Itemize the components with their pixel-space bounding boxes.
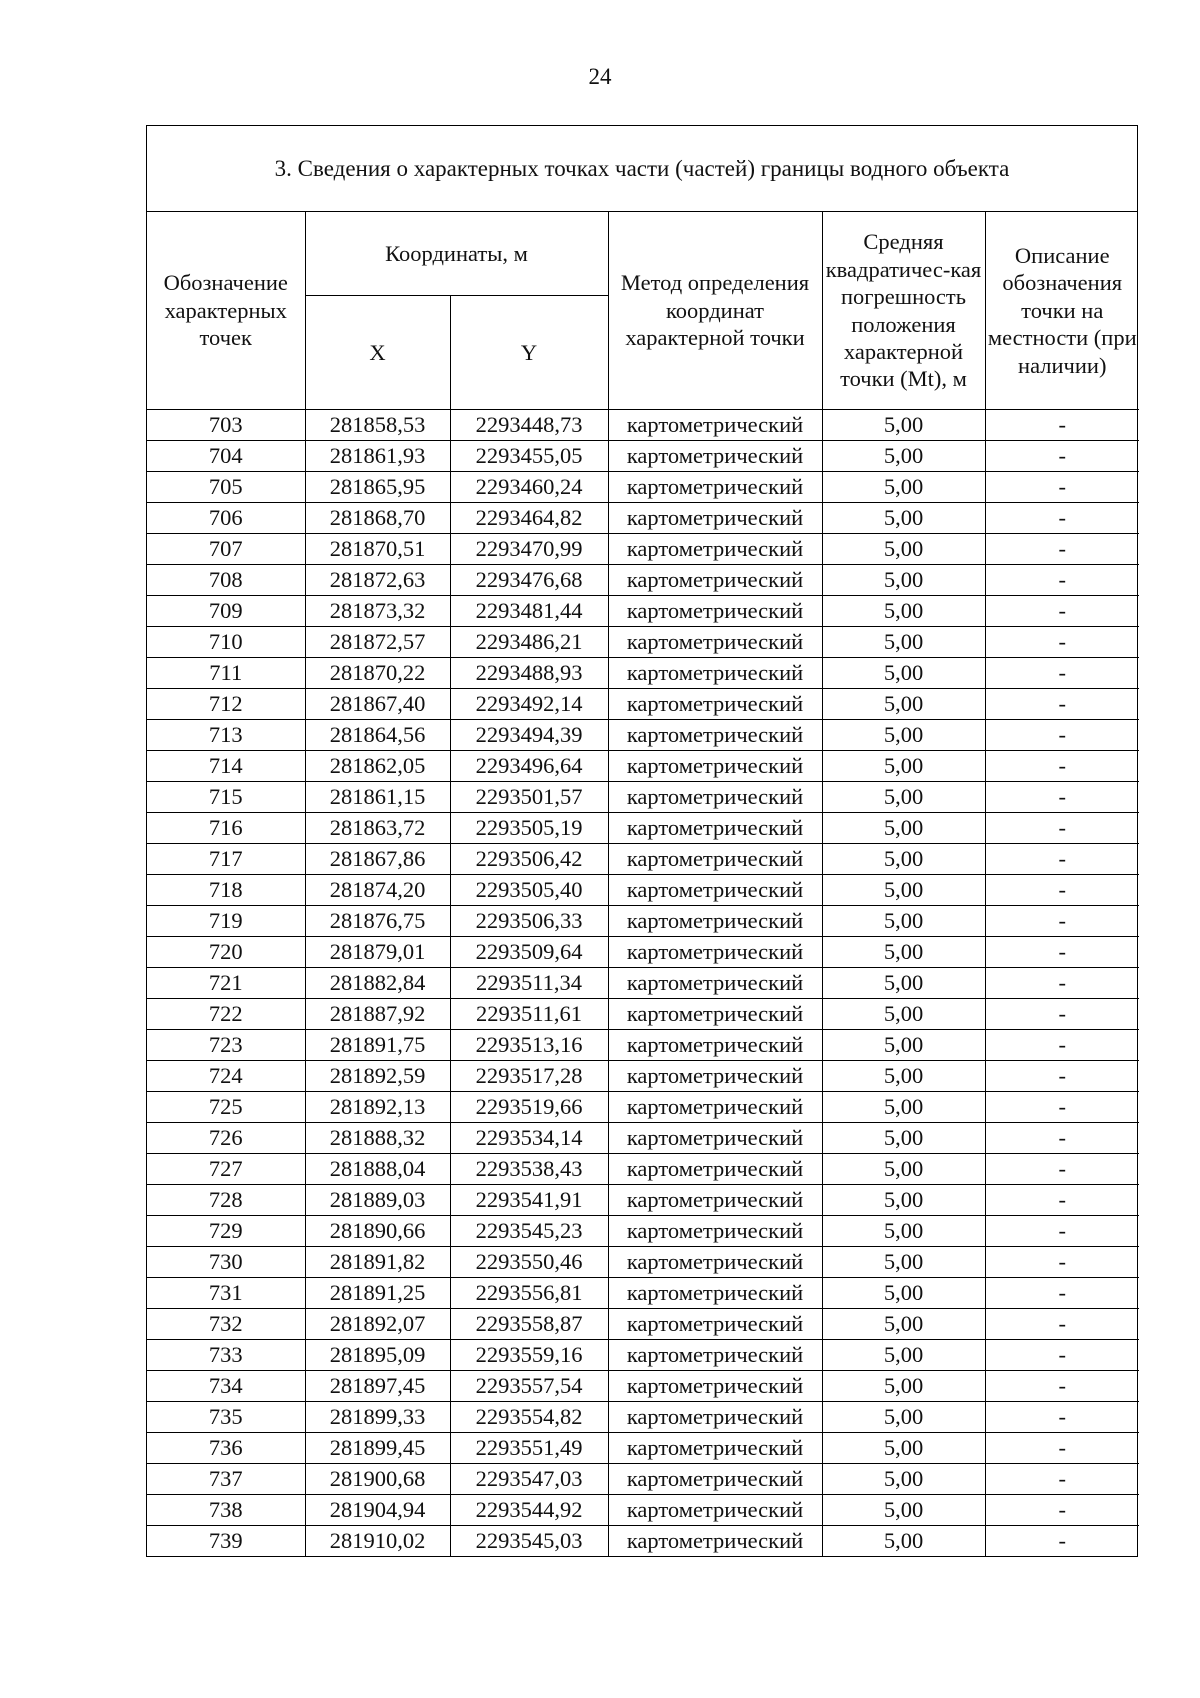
- method-cell: картометрический: [608, 472, 822, 503]
- table-row: [147, 1030, 1139, 1061]
- table-row: [147, 751, 1139, 782]
- error-cell: 5,00: [822, 1185, 985, 1216]
- error-cell: 5,00: [822, 1123, 985, 1154]
- description-cell: -: [985, 968, 1139, 999]
- description-cell: -: [985, 1123, 1139, 1154]
- x-coordinate-cell: 281891,25: [305, 1278, 450, 1309]
- table-row: [147, 1309, 1139, 1340]
- method-cell: картометрический: [608, 1092, 822, 1123]
- point-number-cell: 716: [147, 813, 305, 844]
- y-coordinate-cell: 2293558,87: [450, 1309, 608, 1340]
- method-cell: картометрический: [608, 1371, 822, 1402]
- x-coordinate-cell: 281858,53: [305, 410, 450, 441]
- point-number-cell: 734: [147, 1371, 305, 1402]
- table-row: [147, 534, 1139, 565]
- description-cell: -: [985, 1061, 1139, 1092]
- y-coordinate-cell: 2293534,14: [450, 1123, 608, 1154]
- y-coordinate-cell: 2293557,54: [450, 1371, 608, 1402]
- table-row: [147, 968, 1139, 999]
- description-cell: -: [985, 1371, 1139, 1402]
- point-number-cell: 722: [147, 999, 305, 1030]
- table-body: [147, 410, 1139, 1557]
- x-coordinate-cell: 281889,03: [305, 1185, 450, 1216]
- table-row: [147, 410, 1139, 441]
- point-number-cell: 728: [147, 1185, 305, 1216]
- description-cell: -: [985, 782, 1139, 813]
- x-coordinate-cell: 281891,75: [305, 1030, 450, 1061]
- y-coordinate-cell: 2293492,14: [450, 689, 608, 720]
- table-row: [147, 1464, 1139, 1495]
- x-coordinate-cell: 281891,82: [305, 1247, 450, 1278]
- x-coordinate-cell: 281892,59: [305, 1061, 450, 1092]
- x-coordinate-cell: 281862,05: [305, 751, 450, 782]
- point-number-cell: 717: [147, 844, 305, 875]
- table-row: [147, 1526, 1139, 1557]
- method-cell: картометрический: [608, 410, 822, 441]
- y-coordinate-cell: 2293551,49: [450, 1433, 608, 1464]
- description-cell: -: [985, 534, 1139, 565]
- method-cell: картометрический: [608, 999, 822, 1030]
- description-cell: -: [985, 410, 1139, 441]
- point-number-cell: 711: [147, 658, 305, 689]
- x-coordinate-cell: 281892,07: [305, 1309, 450, 1340]
- point-number-cell: 706: [147, 503, 305, 534]
- description-cell: -: [985, 875, 1139, 906]
- y-coordinate-cell: 2293506,33: [450, 906, 608, 937]
- table-row: [147, 906, 1139, 937]
- y-coordinate-cell: 2293559,16: [450, 1340, 608, 1371]
- table-row: [147, 1278, 1139, 1309]
- y-coordinate-cell: 2293476,68: [450, 565, 608, 596]
- x-coordinate-cell: 281867,86: [305, 844, 450, 875]
- error-cell: 5,00: [822, 1278, 985, 1309]
- error-cell: 5,00: [822, 658, 985, 689]
- table-row: [147, 689, 1139, 720]
- method-cell: картометрический: [608, 1123, 822, 1154]
- table-row: [147, 720, 1139, 751]
- method-cell: картометрический: [608, 782, 822, 813]
- boundary-points-table: [147, 212, 1139, 1556]
- y-coordinate-cell: 2293501,57: [450, 782, 608, 813]
- header-coordinates: Координаты, м: [305, 212, 608, 296]
- y-coordinate-cell: 2293541,91: [450, 1185, 608, 1216]
- method-cell: картометрический: [608, 1247, 822, 1278]
- y-coordinate-cell: 2293506,42: [450, 844, 608, 875]
- y-coordinate-cell: 2293488,93: [450, 658, 608, 689]
- method-cell: картометрический: [608, 503, 822, 534]
- x-coordinate-cell: 281864,56: [305, 720, 450, 751]
- x-coordinate-cell: 281900,68: [305, 1464, 450, 1495]
- error-cell: 5,00: [822, 1216, 985, 1247]
- y-coordinate-cell: 2293464,82: [450, 503, 608, 534]
- error-cell: 5,00: [822, 1526, 985, 1557]
- error-cell: 5,00: [822, 937, 985, 968]
- error-cell: 5,00: [822, 1030, 985, 1061]
- method-cell: картометрический: [608, 689, 822, 720]
- y-coordinate-cell: 2293545,03: [450, 1526, 608, 1557]
- point-number-cell: 729: [147, 1216, 305, 1247]
- method-cell: картометрический: [608, 1185, 822, 1216]
- boundary-points-section: [146, 125, 1138, 1557]
- table-row: [147, 658, 1139, 689]
- header-y: Y: [450, 296, 608, 410]
- point-number-cell: 705: [147, 472, 305, 503]
- method-cell: картометрический: [608, 1402, 822, 1433]
- x-coordinate-cell: 281892,13: [305, 1092, 450, 1123]
- description-cell: -: [985, 503, 1139, 534]
- x-coordinate-cell: 281910,02: [305, 1526, 450, 1557]
- header-x: X: [305, 296, 450, 410]
- method-cell: картометрический: [608, 1030, 822, 1061]
- point-number-cell: 738: [147, 1495, 305, 1526]
- point-number-cell: 709: [147, 596, 305, 627]
- method-cell: картометрический: [608, 1464, 822, 1495]
- x-coordinate-cell: 281888,04: [305, 1154, 450, 1185]
- method-cell: картометрический: [608, 1340, 822, 1371]
- point-number-cell: 704: [147, 441, 305, 472]
- point-number-cell: 715: [147, 782, 305, 813]
- method-cell: картометрический: [608, 1278, 822, 1309]
- point-number-cell: 712: [147, 689, 305, 720]
- y-coordinate-cell: 2293513,16: [450, 1030, 608, 1061]
- table-row: [147, 937, 1139, 968]
- table-row: [147, 999, 1139, 1030]
- x-coordinate-cell: 281888,32: [305, 1123, 450, 1154]
- table-row: [147, 1433, 1139, 1464]
- x-coordinate-cell: 281868,70: [305, 503, 450, 534]
- point-number-cell: 707: [147, 534, 305, 565]
- y-coordinate-cell: 2293517,28: [450, 1061, 608, 1092]
- table-row: [147, 1340, 1139, 1371]
- table-row: [147, 472, 1139, 503]
- table-row: [147, 627, 1139, 658]
- description-cell: -: [985, 658, 1139, 689]
- y-coordinate-cell: 2293455,05: [450, 441, 608, 472]
- point-number-cell: 713: [147, 720, 305, 751]
- description-cell: -: [985, 1464, 1139, 1495]
- point-number-cell: 733: [147, 1340, 305, 1371]
- header-designation: Обозначение характерных точек: [147, 212, 305, 410]
- y-coordinate-cell: 2293494,39: [450, 720, 608, 751]
- description-cell: -: [985, 1154, 1139, 1185]
- method-cell: картометрический: [608, 1216, 822, 1247]
- page-number: 24: [588, 64, 612, 89]
- error-cell: 5,00: [822, 1247, 985, 1278]
- header-description: Описание обозначения точки на местности (при наличии): [985, 212, 1139, 410]
- error-cell: 5,00: [822, 1371, 985, 1402]
- point-number-cell: 708: [147, 565, 305, 596]
- description-cell: -: [985, 844, 1139, 875]
- table-row: [147, 782, 1139, 813]
- y-coordinate-cell: 2293509,64: [450, 937, 608, 968]
- y-coordinate-cell: 2293448,73: [450, 410, 608, 441]
- method-cell: картометрический: [608, 658, 822, 689]
- y-coordinate-cell: 2293511,61: [450, 999, 608, 1030]
- x-coordinate-cell: 281904,94: [305, 1495, 450, 1526]
- table-header: [147, 212, 1139, 410]
- method-cell: картометрический: [608, 1495, 822, 1526]
- table-row: [147, 441, 1139, 472]
- y-coordinate-cell: 2293470,99: [450, 534, 608, 565]
- method-cell: картометрический: [608, 751, 822, 782]
- error-cell: 5,00: [822, 999, 985, 1030]
- error-cell: 5,00: [822, 875, 985, 906]
- table-row: [147, 875, 1139, 906]
- x-coordinate-cell: 281882,84: [305, 968, 450, 999]
- y-coordinate-cell: 2293544,92: [450, 1495, 608, 1526]
- y-coordinate-cell: 2293486,21: [450, 627, 608, 658]
- error-cell: 5,00: [822, 410, 985, 441]
- header-error: Средняя квадратичес-кая погрешность положения характерной точки (Mt), м: [822, 212, 985, 410]
- point-number-cell: 735: [147, 1402, 305, 1433]
- table-row: [147, 1371, 1139, 1402]
- table-row: [147, 1092, 1139, 1123]
- point-number-cell: 727: [147, 1154, 305, 1185]
- x-coordinate-cell: 281861,93: [305, 441, 450, 472]
- point-number-cell: 710: [147, 627, 305, 658]
- point-number-cell: 723: [147, 1030, 305, 1061]
- error-cell: 5,00: [822, 1154, 985, 1185]
- y-coordinate-cell: 2293556,81: [450, 1278, 608, 1309]
- table-row: [147, 1154, 1139, 1185]
- point-number-cell: 726: [147, 1123, 305, 1154]
- error-cell: 5,00: [822, 1464, 985, 1495]
- method-cell: картометрический: [608, 1061, 822, 1092]
- description-cell: -: [985, 906, 1139, 937]
- table-row: [147, 844, 1139, 875]
- method-cell: картометрический: [608, 1526, 822, 1557]
- method-cell: картометрический: [608, 720, 822, 751]
- x-coordinate-cell: 281867,40: [305, 689, 450, 720]
- error-cell: 5,00: [822, 503, 985, 534]
- table-row: [147, 1402, 1139, 1433]
- error-cell: 5,00: [822, 844, 985, 875]
- method-cell: картометрический: [608, 441, 822, 472]
- table-row: [147, 1247, 1139, 1278]
- method-cell: картометрический: [608, 937, 822, 968]
- error-cell: 5,00: [822, 1433, 985, 1464]
- x-coordinate-cell: 281876,75: [305, 906, 450, 937]
- error-cell: 5,00: [822, 720, 985, 751]
- point-number-cell: 731: [147, 1278, 305, 1309]
- description-cell: -: [985, 1309, 1139, 1340]
- description-cell: -: [985, 627, 1139, 658]
- point-number-cell: 721: [147, 968, 305, 999]
- error-cell: 5,00: [822, 441, 985, 472]
- error-cell: 5,00: [822, 1309, 985, 1340]
- description-cell: -: [985, 937, 1139, 968]
- description-cell: -: [985, 1340, 1139, 1371]
- error-cell: 5,00: [822, 534, 985, 565]
- description-cell: -: [985, 1495, 1139, 1526]
- x-coordinate-cell: 281890,66: [305, 1216, 450, 1247]
- error-cell: 5,00: [822, 627, 985, 658]
- method-cell: картометрический: [608, 627, 822, 658]
- y-coordinate-cell: 2293505,19: [450, 813, 608, 844]
- description-cell: -: [985, 813, 1139, 844]
- description-cell: -: [985, 472, 1139, 503]
- table-row: [147, 1216, 1139, 1247]
- header-method: Метод определения координат характерной точки: [608, 212, 822, 410]
- point-number-cell: 714: [147, 751, 305, 782]
- description-cell: -: [985, 565, 1139, 596]
- y-coordinate-cell: 2293554,82: [450, 1402, 608, 1433]
- description-cell: -: [985, 1247, 1139, 1278]
- point-number-cell: 720: [147, 937, 305, 968]
- point-number-cell: 719: [147, 906, 305, 937]
- description-cell: -: [985, 1092, 1139, 1123]
- error-cell: 5,00: [822, 1340, 985, 1371]
- error-cell: 5,00: [822, 1061, 985, 1092]
- method-cell: картометрический: [608, 875, 822, 906]
- y-coordinate-cell: 2293481,44: [450, 596, 608, 627]
- x-coordinate-cell: 281861,15: [305, 782, 450, 813]
- description-cell: -: [985, 720, 1139, 751]
- method-cell: картометрический: [608, 844, 822, 875]
- table-row: [147, 565, 1139, 596]
- x-coordinate-cell: 281870,22: [305, 658, 450, 689]
- table-row: [147, 503, 1139, 534]
- table-row: [147, 1123, 1139, 1154]
- x-coordinate-cell: 281897,45: [305, 1371, 450, 1402]
- point-number-cell: 724: [147, 1061, 305, 1092]
- point-number-cell: 732: [147, 1309, 305, 1340]
- point-number-cell: 736: [147, 1433, 305, 1464]
- y-coordinate-cell: 2293538,43: [450, 1154, 608, 1185]
- y-coordinate-cell: 2293505,40: [450, 875, 608, 906]
- y-coordinate-cell: 2293547,03: [450, 1464, 608, 1495]
- table-row: [147, 1495, 1139, 1526]
- error-cell: 5,00: [822, 968, 985, 999]
- x-coordinate-cell: 281870,51: [305, 534, 450, 565]
- description-cell: -: [985, 441, 1139, 472]
- description-cell: -: [985, 689, 1139, 720]
- x-coordinate-cell: 281899,45: [305, 1433, 450, 1464]
- error-cell: 5,00: [822, 782, 985, 813]
- x-coordinate-cell: 281895,09: [305, 1340, 450, 1371]
- x-coordinate-cell: 281899,33: [305, 1402, 450, 1433]
- x-coordinate-cell: 281872,57: [305, 627, 450, 658]
- description-cell: -: [985, 751, 1139, 782]
- table-row: [147, 813, 1139, 844]
- method-cell: картометрический: [608, 906, 822, 937]
- error-cell: 5,00: [822, 596, 985, 627]
- point-number-cell: 725: [147, 1092, 305, 1123]
- error-cell: 5,00: [822, 1495, 985, 1526]
- description-cell: -: [985, 999, 1139, 1030]
- point-number-cell: 730: [147, 1247, 305, 1278]
- error-cell: 5,00: [822, 1402, 985, 1433]
- y-coordinate-cell: 2293511,34: [450, 968, 608, 999]
- point-number-cell: 703: [147, 410, 305, 441]
- description-cell: -: [985, 1278, 1139, 1309]
- y-coordinate-cell: 2293519,66: [450, 1092, 608, 1123]
- method-cell: картометрический: [608, 1154, 822, 1185]
- x-coordinate-cell: 281865,95: [305, 472, 450, 503]
- point-number-cell: 739: [147, 1526, 305, 1557]
- method-cell: картометрический: [608, 565, 822, 596]
- x-coordinate-cell: 281863,72: [305, 813, 450, 844]
- x-coordinate-cell: 281872,63: [305, 565, 450, 596]
- x-coordinate-cell: 281879,01: [305, 937, 450, 968]
- description-cell: -: [985, 1433, 1139, 1464]
- table-row: [147, 596, 1139, 627]
- description-cell: -: [985, 1526, 1139, 1557]
- section-title: 3. Сведения о характерных точках части (частей) границы водного объекта: [147, 126, 1137, 212]
- method-cell: картометрический: [608, 1309, 822, 1340]
- method-cell: картометрический: [608, 968, 822, 999]
- point-number-cell: 718: [147, 875, 305, 906]
- error-cell: 5,00: [822, 565, 985, 596]
- method-cell: картометрический: [608, 813, 822, 844]
- error-cell: 5,00: [822, 1092, 985, 1123]
- description-cell: -: [985, 1402, 1139, 1433]
- error-cell: 5,00: [822, 906, 985, 937]
- table-row: [147, 1185, 1139, 1216]
- error-cell: 5,00: [822, 689, 985, 720]
- x-coordinate-cell: 281887,92: [305, 999, 450, 1030]
- description-cell: -: [985, 1185, 1139, 1216]
- y-coordinate-cell: 2293550,46: [450, 1247, 608, 1278]
- description-cell: -: [985, 596, 1139, 627]
- point-number-cell: 737: [147, 1464, 305, 1495]
- y-coordinate-cell: 2293545,23: [450, 1216, 608, 1247]
- description-cell: -: [985, 1030, 1139, 1061]
- y-coordinate-cell: 2293460,24: [450, 472, 608, 503]
- method-cell: картометрический: [608, 534, 822, 565]
- error-cell: 5,00: [822, 751, 985, 782]
- description-cell: -: [985, 1216, 1139, 1247]
- error-cell: 5,00: [822, 472, 985, 503]
- x-coordinate-cell: 281873,32: [305, 596, 450, 627]
- error-cell: 5,00: [822, 813, 985, 844]
- method-cell: картометрический: [608, 1433, 822, 1464]
- table-row: [147, 1061, 1139, 1092]
- method-cell: картометрический: [608, 596, 822, 627]
- y-coordinate-cell: 2293496,64: [450, 751, 608, 782]
- x-coordinate-cell: 281874,20: [305, 875, 450, 906]
